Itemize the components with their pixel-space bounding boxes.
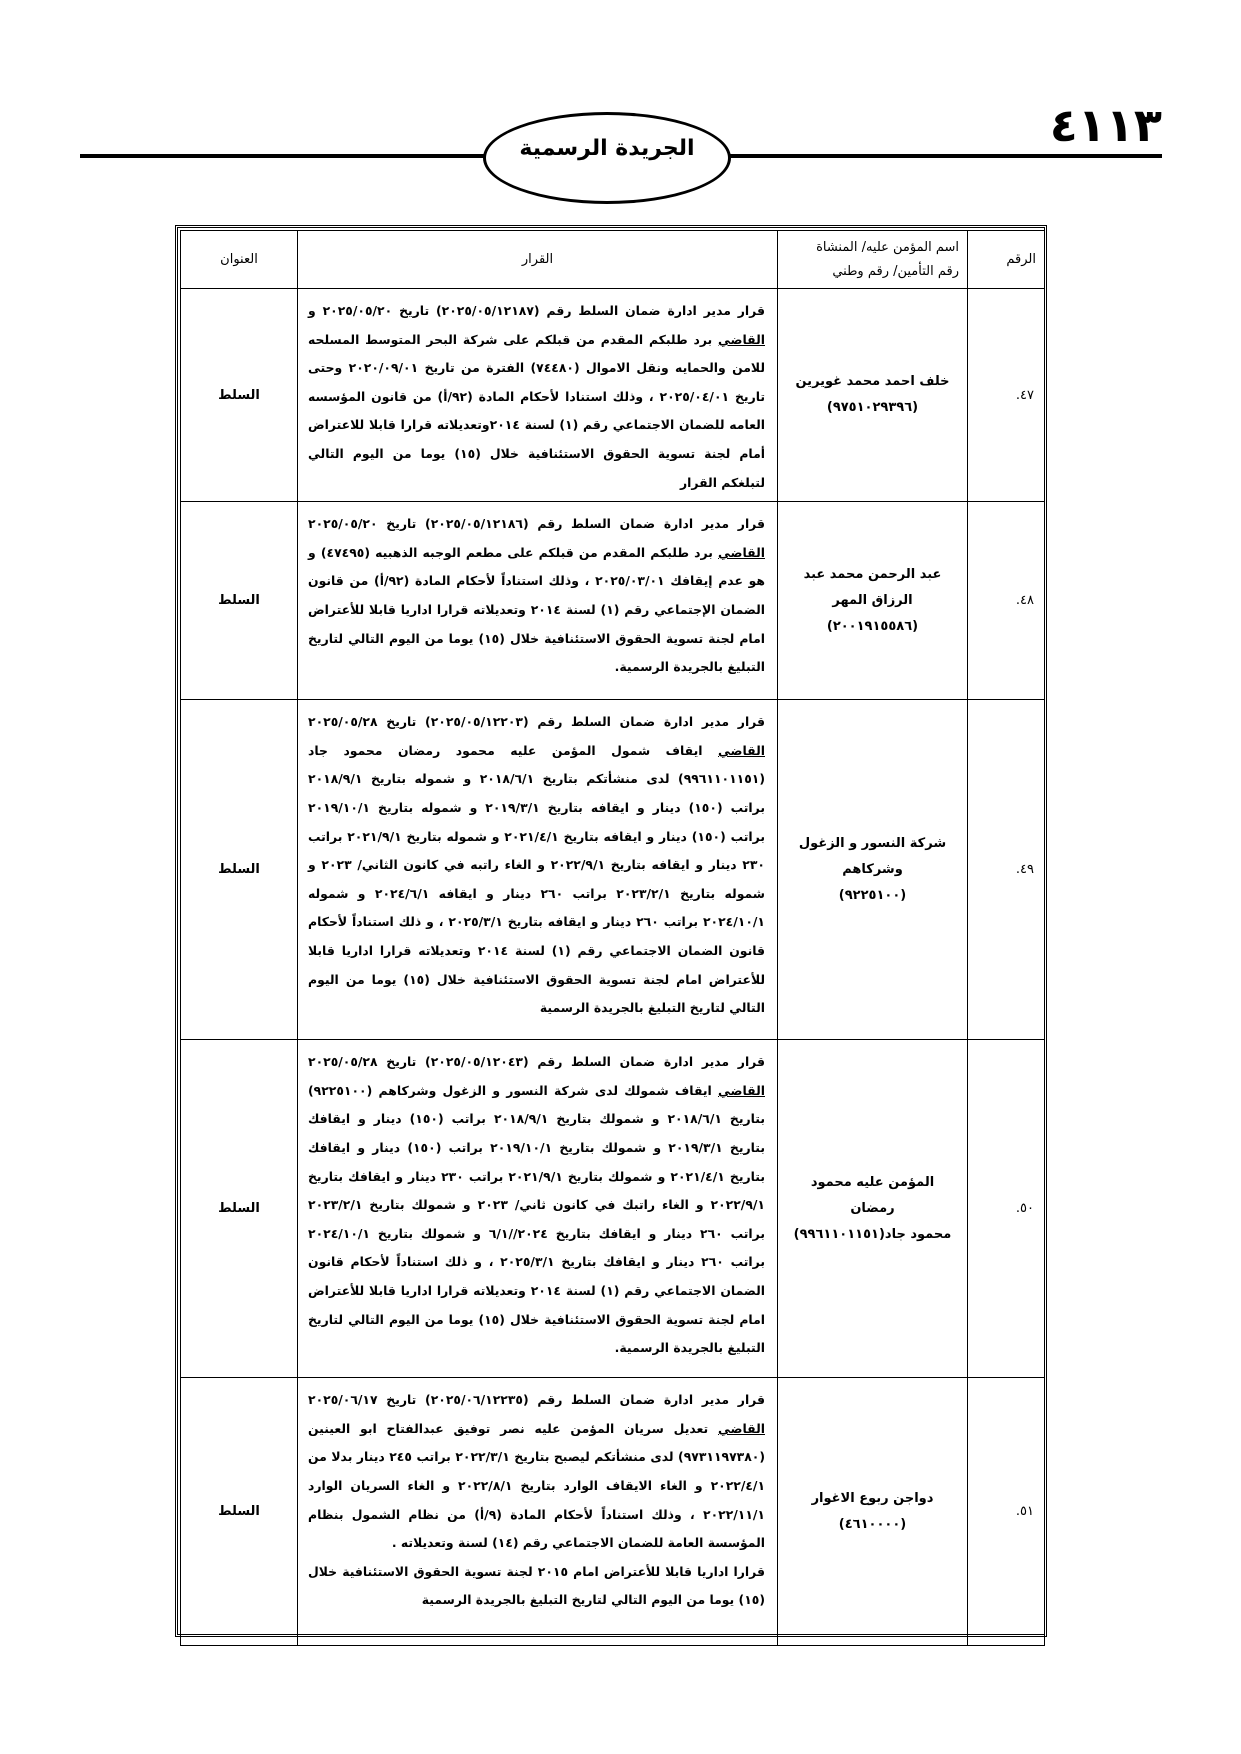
row-title: السلط [181, 1378, 298, 1646]
header-title: العنوان [181, 231, 298, 289]
row-title: السلط [181, 700, 298, 1040]
row-title: السلط [181, 289, 298, 502]
decision-lead: قرار مدير ادارة ضمان السلط رقم (٢٠٢٥/٠٥/١٢٠٤٣) تاريخ ٢٠٢٥/٠٥/٢٨ [308, 1054, 766, 1070]
decision-lead: قرار مدير ادارة ضمان السلط رقم (٢٠٢٥/٠٥/١٢٢٠٣) تاريخ ٢٠٢٥/٠٥/٢٨ [308, 714, 766, 730]
row-title: السلط [181, 1040, 298, 1378]
decision-body: برد طلبكم المقدم من قبلكم على شركة البحر المتوسط المسلحه للامن والحمايه ونقل الاموال (٧٤٤٨٠) الفترة من تاريخ ٢٠٢٠/٠٩/٠١ وحتى تاريخ ٢٠٢٥/٠٤/٠١ ، وذلك استنادا لأحكام المادة (٩٢/أ) من قانون المؤسسه العامه للضمان الاجتماعي رقم (١) لسنة ٢٠١٤وتعديلاته قرارا قابلا للاعتراض أمام لجنة تسوية الحقوق الاستئنافية خلال (١٥) يوما من اليوم التالي لتبلغكم القرار [308, 331, 766, 490]
decision-text [298, 1378, 778, 1646]
decisions-table-frame [175, 225, 1047, 1637]
decision-addressee: القاضي [718, 1420, 765, 1436]
header-name-line2: رقم التأمين/ رقم وطني [832, 263, 959, 279]
decision-lead: قرار مدير ادارة ضمان السلط رقم (٢٠٢٥/٠٥/١٢١٨٦) تاريخ ٢٠٢٥/٠٥/٢٠ [308, 516, 766, 532]
decision-lead: قرار مدير ادارة ضمان السلط رقم (٢٠٢٥/٠٥/١٢١٨٧) تاريخ ٢٠٢٥/٠٥/٢٠ و [308, 303, 766, 318]
insured-name [778, 1040, 968, 1378]
table-row [181, 1378, 1045, 1646]
decision-text [298, 502, 778, 700]
insured-name [778, 289, 968, 502]
table-row [181, 1040, 1045, 1378]
insured-name [778, 502, 968, 700]
row-title: السلط [181, 502, 298, 700]
decision-appeal-note: قرارا اداريا قابلا للأعتراض امام ٢٠١٥ لجنة تسوية الحقوق الاستئنافية خلال (١٥) يوما من اليوم التالي لتاريخ التبليغ بالجريدة الرسمية [308, 1563, 765, 1608]
header-decision: القرار [298, 231, 778, 289]
decision-addressee: القاضي [718, 544, 765, 560]
decision-addressee: القاضي [718, 742, 765, 758]
table-row [181, 502, 1045, 700]
decision-body: تعديل سريان المؤمن عليه نصر توفيق عبدالفتاح ابو العينين (٩٧٣١١٩٧٣٨٠) لدى منشأتكم ليصبح بتاريخ ٢٠٢٢/٣/١ براتب ٢٤٥ دينار بدلا من ٢٠٢٢/٤/١ و الغاء الايقاف الوارد بتاريخ ٢٠٢٢/٨/١ و الغاء السريان الوارد ٢٠٢٢/١١/١ ، وذلك استناداً لأحكام المادة (٩/أ) من نظام الشمول بنظام المؤسسة العامة للضمان الاجتماعي رقم (١٤) لسنة وتعديلاته . [308, 1420, 766, 1551]
decisions-table [180, 230, 1045, 1646]
decision-body: ايقاف شمولك لدى شركة النسور و الزغول وشركاهم (٩٢٢٥١٠٠) بتاريخ ٢٠١٨/٦/١ و شمولك بتاريخ ٢٠١٨/٩/١ براتب (١٥٠) دينار و ايقافك بتاريخ ٢٠١٩/٣/١ و شمولك بتاريخ ٢٠١٩/١٠/١ براتب (١٥٠) دينار و ايقافك بتاريخ ٢٠٢١/٤/١ و شمولك بتاريخ ٢٠٢١/٩/١ براتب ٢٣٠ دينار و ايقافك بتاريخ ٢٠٢٢/٩/١ و الغاء راتبك في كانون ثاني/ ٢٠٢٣ و شمولك بتاريخ ٢٠٢٣/٢/١ براتب ٢٦٠ دينار و ايقافك بتاريخ ٢٠٢٤//٦/١ و شمولك بتاريخ ٢٠٢٤/١٠/١ براتب ٢٦٠ دينار و ايقافك بتاريخ ٢٠٢٥/٣/١ ، و ذلك استناداً لأحكام قانون الضمان الاجتماعي رقم (١) لسنة ٢٠١٤ وتعديلاته قرارا اداريا قابلا للأعتراض امام لجنة تسوية الحقوق الاستئنافية خلال (١٥) يوما من اليوم التالي لتاريخ التبليغ بالجريدة الرسمية. [308, 1082, 765, 1356]
header-oval [483, 112, 731, 204]
insured-name-line2: محمود جاد(٩٩٦١١٠١١٥١) [793, 1226, 952, 1242]
insured-name [778, 700, 968, 1040]
insured-name-line1: المؤمن عليه محمود رمضان [810, 1174, 935, 1216]
row-number: ٤٩. [968, 700, 1045, 1040]
header-name [778, 231, 968, 289]
table-row [181, 700, 1045, 1040]
insured-name-line2: (٩٢٢٥١٠٠) [838, 887, 907, 903]
gazette-title: الجريدة الرسمية [519, 135, 695, 161]
page-number: ٤١١٣ [1049, 98, 1162, 152]
insured-name-line2: (٢٠٠١٩١٥٥٨٦) [826, 618, 919, 634]
decision-addressee: القاضي [718, 331, 765, 347]
decision-text [298, 289, 778, 502]
decision-lead: قرار مدير ادارة ضمان السلط رقم (٢٠٢٥/٠٦/١٢٢٣٥) تاريخ ٢٠٢٥/٠٦/١٧ [308, 1392, 766, 1408]
insured-name-line1: خلف احمد محمد غويرين [795, 374, 950, 390]
insured-name-line1: عبد الرحمن محمد عبد الرزاق المهر [803, 566, 942, 608]
table-row [181, 289, 1045, 502]
insured-name [778, 1378, 968, 1646]
decision-text [298, 1040, 778, 1378]
table-header-row [181, 231, 1045, 289]
row-number: ٥١. [968, 1378, 1045, 1646]
row-number: ٤٧. [968, 289, 1045, 502]
insured-name-line2: (٤٦١٠٠٠٠) [838, 1516, 907, 1532]
header-number: الرقم [968, 231, 1045, 289]
decision-text [298, 700, 778, 1040]
decision-body: ايقاف شمول المؤمن عليه محمود رمضان محمود جاد (٩٩٦١١٠١١٥١) لدى منشأتكم بتاريخ ٢٠١٨/٦/١ و شموله بتاريخ ٢٠١٨/٩/١ براتب (١٥٠) دينار و ايقافه بتاريخ ٢٠١٩/٣/١ و شموله بتاريخ ٢٠١٩/١٠/١ براتب (١٥٠) دينار و ايقافه بتاريخ ٢٠٢١/٤/١ و شموله بتاريخ ٢٠٢١/٩/١ براتب ٢٣٠ دينار و ايقافه بتاريخ ٢٠٢٢/٩/١ و الغاء راتبه في كانون الثاني/ ٢٠٢٣ و شموله بتاريخ ٢٠٢٣/٢/١ براتب ٢٦٠ دينار و ايقافه ٢٠٢٤/٦/١ و شموله ٢٠٢٤/١٠/١ براتب ٢٦٠ دينار و ايقافه بتاريخ ٢٠٢٥/٣/١ ، و ذلك استناداً لأحكام قانون الضمان الاجتماعي رقم (١) لسنة ٢٠١٤ وتعديلاته قرارا اداريا قابلا للأعتراض امام لجنة تسوية الحقوق الاستئنافية خلال (١٥) يوما من اليوم التالي لتاريخ التبليغ بالجريدة الرسمية [308, 742, 766, 1016]
decision-addressee: القاضي [718, 1082, 765, 1098]
insured-name-line2: (٩٧٥١٠٢٩٣٩٦) [826, 400, 919, 416]
decision-body: برد طلبكم المقدم من قبلكم على مطعم الوجبه الذهبيه (٤٧٤٩٥) و هو عدم إيقافك ٢٠٢٥/٠٣/٠١ ، وذلك استناداً لأحكام المادة (٩٢/أ) من قانون الضمان الإجتماعي رقم (١) لسنة ٢٠١٤ وتعديلاته قرارا اداريا قابلا للأعتراض امام لجنة تسوية الحقوق الاستئنافية خلال (١٥) يوما من اليوم التالي لتاريخ التبليغ بالجريدة الرسمية. [308, 544, 765, 675]
insured-name-line1: شركة النسور و الزغول وشركاهم [798, 835, 947, 877]
row-number: ٤٨. [968, 502, 1045, 700]
insured-name-line1: دواجن ربوع الاغوار [811, 1490, 934, 1506]
header-name-line1: اسم المؤمن عليه/ المنشاة [816, 239, 959, 255]
row-number: ٥٠. [968, 1040, 1045, 1378]
